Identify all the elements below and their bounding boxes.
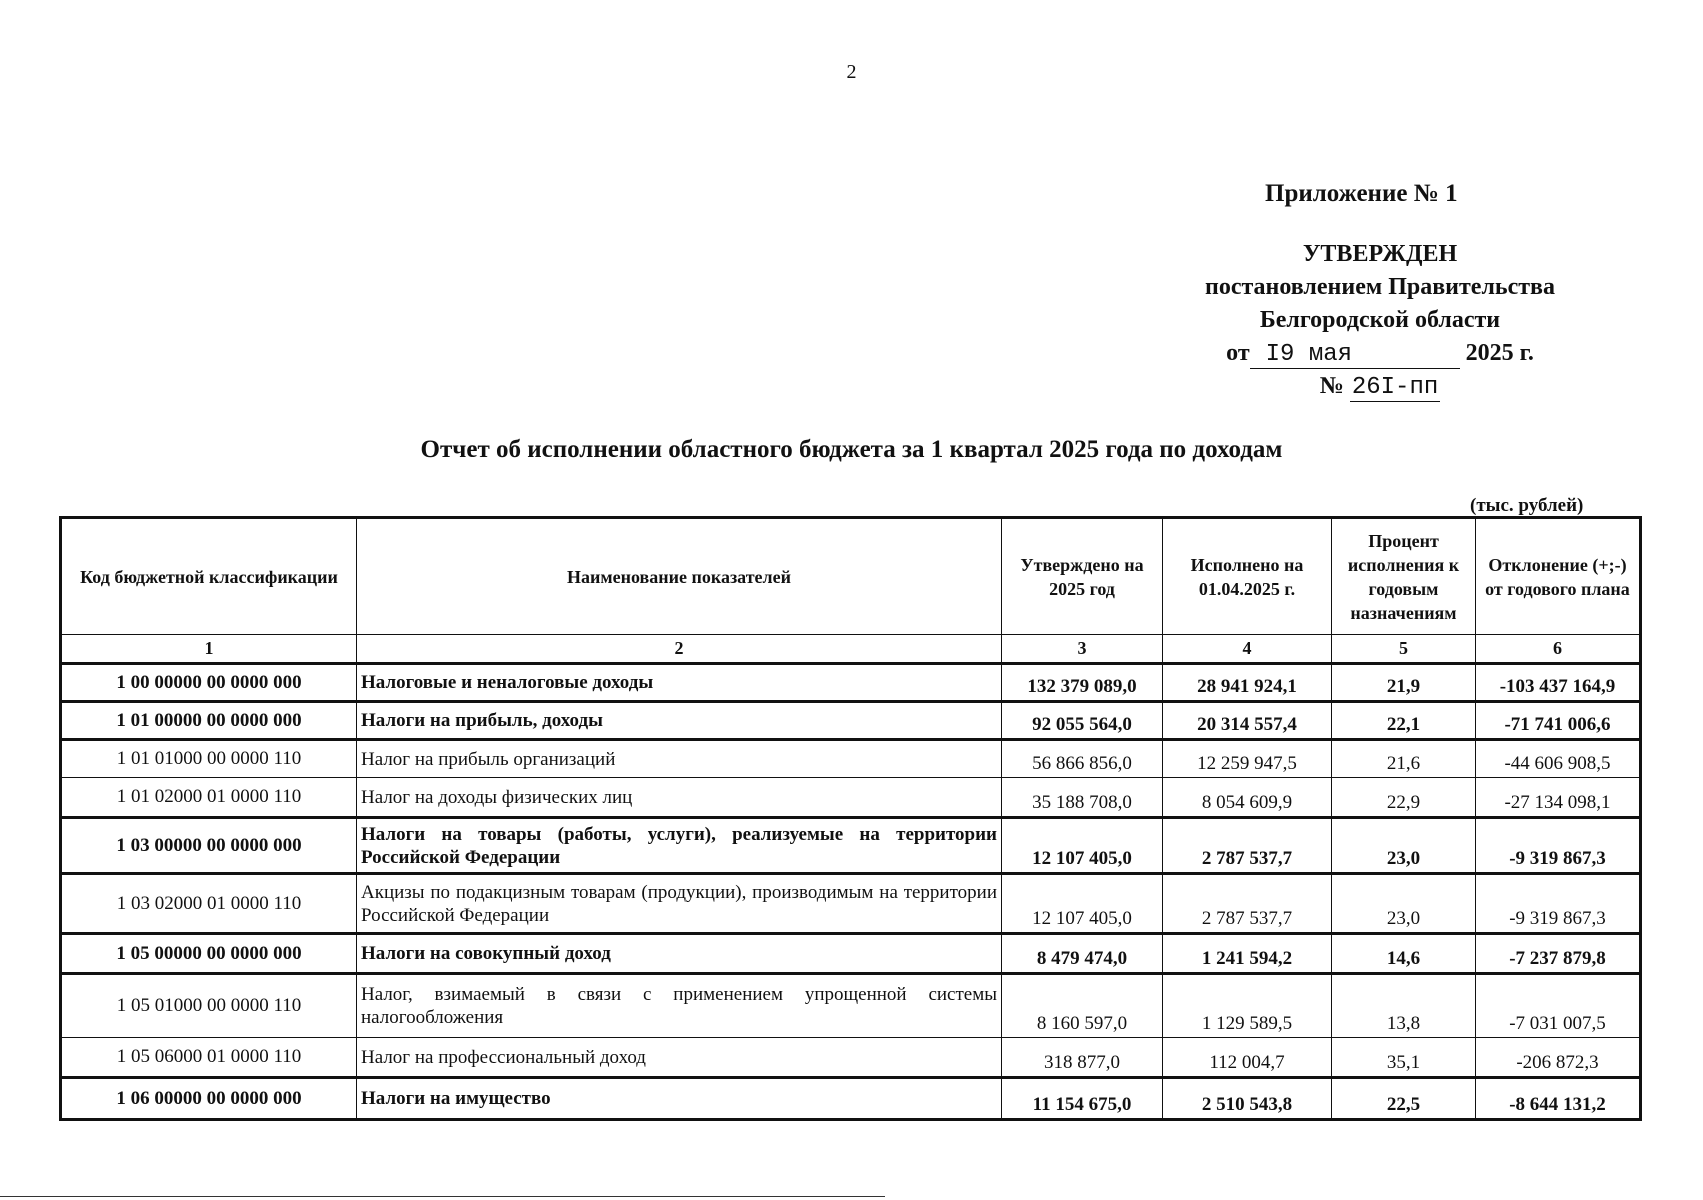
- row-percent: 13,8: [1332, 974, 1476, 1038]
- row-code: 1 05 01000 00 0000 110: [61, 974, 357, 1038]
- header-code: Код бюджетной классификации: [61, 518, 357, 635]
- row-percent: 23,0: [1332, 874, 1476, 934]
- header-deviation: Отклонение (+;-) от годового плана: [1476, 518, 1641, 635]
- column-number: 5: [1332, 635, 1476, 664]
- row-deviation: -7 031 007,5: [1476, 974, 1641, 1038]
- approved-heading: УТВЕРЖДЕН: [1302, 241, 1458, 267]
- header-name: Наименование показателей: [357, 518, 1002, 635]
- row-code: 1 00 00000 00 0000 000: [61, 664, 357, 702]
- row-executed: 28 941 924,1: [1163, 664, 1332, 702]
- row-deviation: -103 437 164,9: [1476, 664, 1641, 702]
- number-value: 26I-пп: [1351, 374, 1439, 401]
- row-approved: 56 866 856,0: [1002, 740, 1163, 778]
- page-number: 2: [846, 61, 857, 83]
- row-approved: 12 107 405,0: [1002, 818, 1163, 874]
- row-percent: 22,5: [1332, 1078, 1476, 1120]
- row-deviation: -44 606 908,5: [1476, 740, 1641, 778]
- approval-line-1: постановлением Правительства: [1204, 274, 1555, 300]
- table-row: [61, 1038, 1641, 1078]
- row-deviation: -71 741 006,6: [1476, 702, 1641, 740]
- row-percent: 21,9: [1332, 664, 1476, 702]
- row-code: 1 01 00000 00 0000 000: [61, 702, 357, 740]
- row-deviation: -9 319 867,3: [1476, 818, 1641, 874]
- row-executed: 2 787 537,7: [1163, 818, 1332, 874]
- row-percent: 22,1: [1332, 702, 1476, 740]
- row-code: 1 01 02000 01 0000 110: [61, 778, 357, 818]
- table-row: [61, 740, 1641, 778]
- row-name: Налог на доходы физических лиц: [357, 778, 1002, 818]
- approval-date: [1150, 337, 1610, 370]
- table-row: [61, 664, 1641, 702]
- row-code: 1 06 00000 00 0000 000: [61, 1078, 357, 1120]
- row-executed: 112 004,7: [1163, 1038, 1332, 1078]
- row-executed: 2 787 537,7: [1163, 874, 1332, 934]
- row-name: Налог, взимаемый в связи с применением упрощенной системы налогообложения: [357, 974, 1002, 1038]
- row-code: 1 03 02000 01 0000 110: [61, 874, 357, 934]
- row-executed: 20 314 557,4: [1163, 702, 1332, 740]
- table-row: [61, 934, 1641, 974]
- row-approved: 12 107 405,0: [1002, 874, 1163, 934]
- row-percent: 22,9: [1332, 778, 1476, 818]
- row-deviation: -8 644 131,2: [1476, 1078, 1641, 1120]
- header-approved: Утверждено на 2025 год: [1002, 518, 1163, 635]
- scan-edge-line: [0, 1196, 885, 1197]
- column-number: 2: [357, 635, 1002, 664]
- row-deviation: -27 134 098,1: [1476, 778, 1641, 818]
- row-name: Налоговые и неналоговые доходы: [357, 664, 1002, 702]
- table-row: [61, 702, 1641, 740]
- row-executed: 8 054 609,9: [1163, 778, 1332, 818]
- row-name: Налог на профессиональный доход: [357, 1038, 1002, 1078]
- row-code: 1 01 01000 00 0000 110: [61, 740, 357, 778]
- row-code: 1 05 00000 00 0000 000: [61, 934, 357, 974]
- date-prefix: от: [1226, 340, 1250, 366]
- row-code: 1 05 06000 01 0000 110: [61, 1038, 357, 1078]
- table-row: [61, 778, 1641, 818]
- column-number: 1: [61, 635, 357, 664]
- table-row: [61, 1078, 1641, 1120]
- row-name: Налог на прибыль организаций: [357, 740, 1002, 778]
- row-name: Налоги на товары (работы, услуги), реализуемые на территории Российской Федерации: [357, 818, 1002, 874]
- row-executed: 1 129 589,5: [1163, 974, 1332, 1038]
- table-row: [61, 974, 1641, 1038]
- row-deviation: -206 872,3: [1476, 1038, 1641, 1078]
- report-title: Отчет об исполнении областного бюджета за 1 квартал 2025 года по доходам: [420, 436, 1283, 463]
- row-approved: 8 479 474,0: [1002, 934, 1163, 974]
- units-label: (тыс. рублей): [1470, 495, 1584, 516]
- row-name: Налоги на имущество: [357, 1078, 1002, 1120]
- number-prefix: №: [1319, 373, 1344, 399]
- row-approved: 11 154 675,0: [1002, 1078, 1163, 1120]
- row-name: Налоги на совокупный доход: [357, 934, 1002, 974]
- header-executed: Исполнено на 01.04.2025 г.: [1163, 518, 1332, 635]
- row-approved: 318 877,0: [1002, 1038, 1163, 1078]
- row-percent: 14,6: [1332, 934, 1476, 974]
- row-approved: 132 379 089,0: [1002, 664, 1163, 702]
- column-number: 4: [1163, 635, 1332, 664]
- row-name: Налоги на прибыль, доходы: [357, 702, 1002, 740]
- row-percent: 23,0: [1332, 818, 1476, 874]
- table-row: [61, 874, 1641, 934]
- table-header-row: [61, 518, 1641, 635]
- row-approved: 92 055 564,0: [1002, 702, 1163, 740]
- approval-line-2: Белгородской области: [1259, 307, 1501, 333]
- header-percent: Процент исполнения к годовым назначениям: [1332, 518, 1476, 635]
- column-number-row: [61, 635, 1641, 664]
- row-approved: 35 188 708,0: [1002, 778, 1163, 818]
- row-deviation: -9 319 867,3: [1476, 874, 1641, 934]
- date-value: I9 мая: [1250, 342, 1460, 369]
- row-executed: 1 241 594,2: [1163, 934, 1332, 974]
- appendix-label: Приложение № 1: [1265, 180, 1458, 207]
- row-executed: 12 259 947,5: [1163, 740, 1332, 778]
- row-executed: 2 510 543,8: [1163, 1078, 1332, 1120]
- row-percent: 35,1: [1332, 1038, 1476, 1078]
- row-percent: 21,6: [1332, 740, 1476, 778]
- row-approved: 8 160 597,0: [1002, 974, 1163, 1038]
- table-row: [61, 818, 1641, 874]
- date-suffix: 2025 г.: [1465, 340, 1534, 366]
- row-code: 1 03 00000 00 0000 000: [61, 818, 357, 874]
- column-number: 3: [1002, 635, 1163, 664]
- approval-number: [1150, 370, 1610, 403]
- row-name: Акцизы по подакцизным товарам (продукции), производимым на территории Российской Федерации: [357, 874, 1002, 934]
- row-deviation: -7 237 879,8: [1476, 934, 1641, 974]
- revenue-table: [59, 516, 1642, 1121]
- column-number: 6: [1476, 635, 1641, 664]
